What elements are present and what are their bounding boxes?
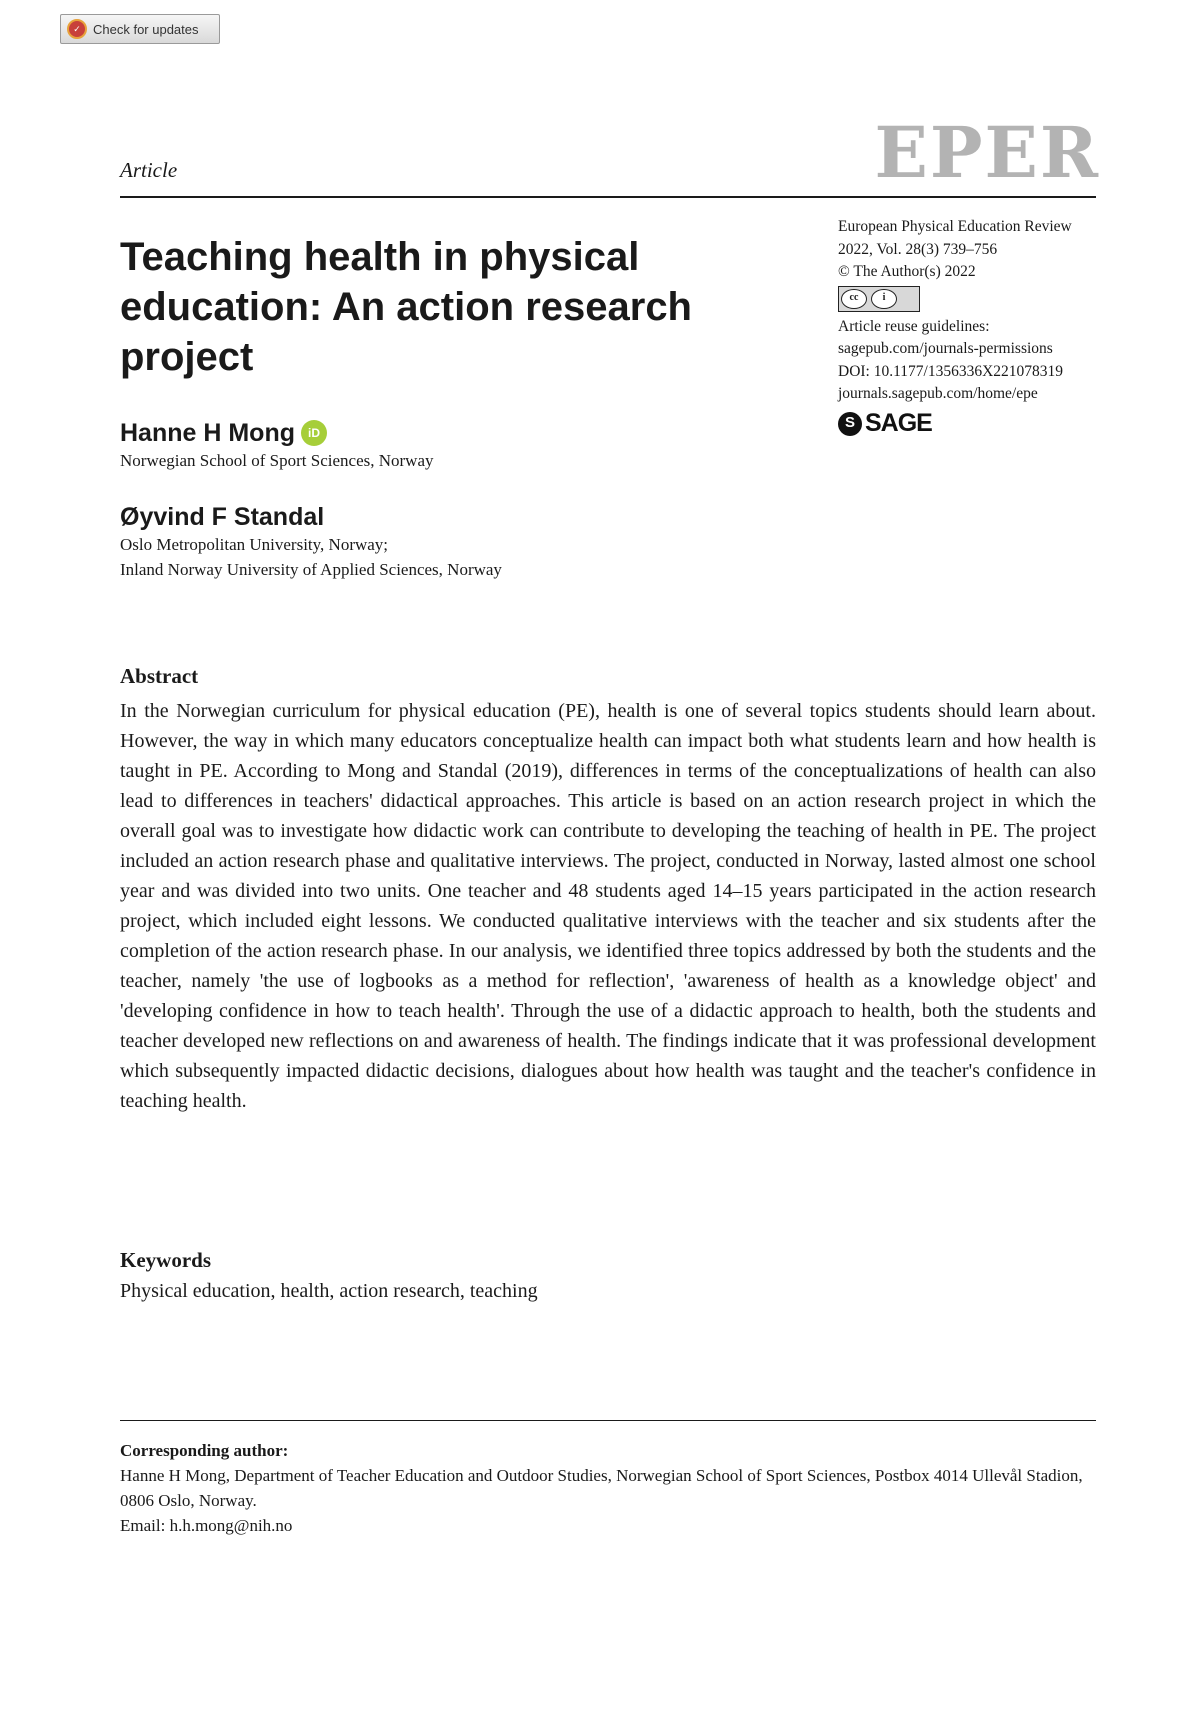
journal-meta bbox=[838, 216, 1108, 436]
reuse-label: Article reuse guidelines: bbox=[838, 317, 990, 335]
cc-license-badge[interactable] bbox=[838, 286, 920, 312]
author-name: Hanne H Mong iD bbox=[120, 418, 434, 448]
check-for-updates-label: Check for updates bbox=[93, 21, 199, 37]
author-affiliation: Oslo Metropolitan University, Norway; bbox=[120, 535, 389, 554]
author-name: Øyvind F Standal bbox=[120, 503, 325, 531]
corresponding-heading: Corresponding author: bbox=[120, 1441, 289, 1460]
reuse-link[interactable]: sagepub.com/journals-permissions bbox=[838, 340, 1053, 357]
check-for-updates-button[interactable] bbox=[60, 14, 220, 44]
doi[interactable]: DOI: 10.1177/1356336X221078319 bbox=[838, 362, 1064, 380]
author-1 bbox=[120, 418, 434, 473]
article-type: Article bbox=[120, 158, 178, 182]
corresponding-author bbox=[120, 1438, 1096, 1538]
journal-home-link[interactable]: journals.sagepub.com/home/epe bbox=[838, 385, 1038, 402]
author-affiliation: Inland Norway University of Applied Sciences, Norway bbox=[120, 560, 502, 579]
attribution-icon: i bbox=[871, 289, 897, 309]
abstract-heading: Abstract bbox=[120, 664, 199, 688]
orcid-icon[interactable]: iD bbox=[301, 420, 327, 446]
keywords-text: Physical education, health, action research, teaching bbox=[120, 1280, 538, 1302]
cc-icon: cc bbox=[841, 289, 867, 309]
corresponding-email[interactable]: Email: h.h.mong@nih.no bbox=[120, 1516, 293, 1535]
author-2 bbox=[120, 502, 502, 582]
article-title: Teaching health in physical education: An action research project bbox=[120, 235, 692, 379]
sage-logo-text: SAGE bbox=[865, 409, 932, 438]
keywords-heading: Keywords bbox=[120, 1248, 211, 1272]
copyright: © The Author(s) 2022 bbox=[838, 263, 976, 280]
corresponding-address: Hanne H Mong, Department of Teacher Education and Outdoor Studies, Norwegian School of Sport Sciences, Postbox 4014 Ullevål Stadion, 0806 Oslo, Norway. bbox=[120, 1466, 1083, 1510]
sage-logo bbox=[838, 409, 1108, 438]
crossmark-icon: ✓ bbox=[67, 19, 87, 39]
abstract-text: In the Norwegian curriculum for physical education (PE), health is one of several topics students should learn about. However, the way in which many educators conceptualize health can impact both what students learn and how health is taught in PE. According to Mong and Standal (2019), differences in terms of the conceptualizations of health can also lead to differences in teachers' didactical approaches. This article is based on an action research project in which the overall goal was to investigate how didactic work can contribute to developing the teaching of health in PE. The project included an action research phase and qualitative interviews. The project, conducted in Norway, lasted almost one school year and was divided into two units. One teacher and 48 students aged 14–15 years participated in the action research project, which included eight lessons. We conducted qualitative interviews with the teacher and six students after the completion of the action research phase. In our analysis, we identified three topics addressed by both the students and the teacher, namely 'the use of logbooks as a method for reflection', 'awareness of health as a knowledge object' and 'developing confidence in how to teach health'. Through the use of a didactic approach to health, both the students and teacher developed new reflections on and awareness of health. The findings indicate that it was professional development which subsequently impacted didactic decisions, dialogues about how health was taught and the teacher's confidence in teaching health. bbox=[120, 700, 1096, 1112]
sage-mark-icon: S bbox=[838, 412, 862, 436]
author-affiliation: Norwegian School of Sport Sciences, Norway bbox=[120, 451, 434, 470]
header-rule bbox=[120, 196, 1096, 198]
footnote-rule bbox=[120, 1420, 1096, 1421]
journal-logo: EPER bbox=[874, 111, 1100, 194]
journal-volume: 2022, Vol. 28(3) 739–756 bbox=[838, 240, 998, 258]
journal-name: European Physical Education Review bbox=[838, 218, 1072, 235]
